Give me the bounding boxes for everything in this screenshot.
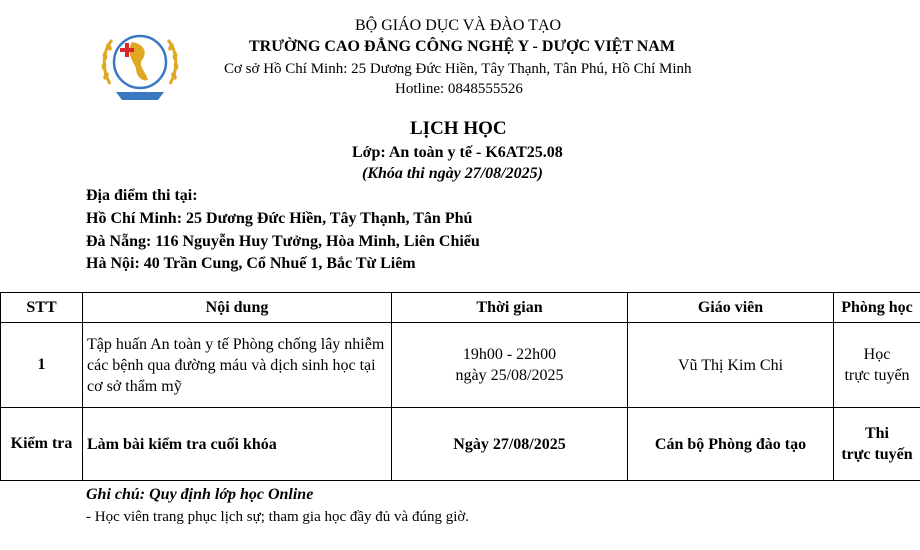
location-danang: Đà Nẵng: 116 Nguyễn Huy Tưởng, Hòa Minh, Liên Chiểu: [86, 233, 480, 250]
row-time: [392, 323, 628, 408]
table-row: [1, 323, 920, 408]
row-room: [834, 323, 920, 408]
row-time: Ngày 27/08/2025: [392, 408, 628, 481]
page-title: LỊCH HỌC: [410, 118, 507, 139]
row-room-line1: Học: [863, 346, 891, 363]
school-logo: [96, 20, 184, 108]
row-stt: Kiểm tra: [1, 408, 83, 481]
header-room: Phòng học: [834, 293, 920, 323]
row-room-line2: trực tuyến: [841, 446, 913, 463]
table-row: [1, 408, 920, 481]
note-title: Ghi chú: Quy định lớp học Online: [86, 486, 314, 503]
school-name: TRƯỜNG CAO ĐẲNG CÔNG NGHỆ Y - DƯỢC VIỆT NAM: [249, 38, 675, 55]
hotline: Hotline: 0848555526: [395, 81, 523, 97]
row-stt: 1: [1, 323, 83, 408]
location-heading: Địa điểm thi tại:: [86, 187, 198, 204]
row-time-date: ngày 25/08/2025: [455, 367, 564, 384]
header-teacher: Giáo viên: [628, 293, 834, 323]
row-time-hours: 19h00 - 22h00: [462, 346, 557, 363]
row-teacher: Cán bộ Phòng đào tạo: [628, 408, 834, 481]
header-time: Thời gian: [392, 293, 628, 323]
header-content: Nội dung: [83, 293, 392, 323]
table-header-row: [1, 293, 920, 323]
location-hanoi: Hà Nội: 40 Trần Cung, Cổ Nhuế 1, Bắc Từ Liêm: [86, 255, 416, 272]
class-name: Lớp: An toàn y tế - K6AT25.08: [352, 144, 563, 161]
row-teacher: Vũ Thị Kim Chi: [628, 323, 834, 408]
schedule-table: [0, 292, 920, 481]
exam-date: (Khóa thi ngày 27/08/2025): [362, 165, 543, 182]
note-item: - Học viên trang phục lịch sự; tham gia học đầy đủ và đúng giờ.: [86, 509, 470, 525]
school-address: Cơ sở Hồ Chí Minh: 25 Dương Đức Hiền, Tây Thạnh, Tân Phú, Hồ Chí Minh: [224, 61, 692, 77]
row-content: Làm bài kiểm tra cuối khóa: [83, 408, 392, 481]
location-hcm: Hồ Chí Minh: 25 Dương Đức Hiền, Tây Thạnh, Tân Phú: [86, 210, 473, 227]
ministry-name: BỘ GIÁO DỤC VÀ ĐÀO TẠO: [355, 17, 562, 34]
row-room: [834, 408, 920, 481]
row-room-line2: trực tuyến: [844, 367, 910, 384]
row-content: Tập huấn An toàn y tế Phòng chống lây nhiễm các bệnh qua đường máu và dịch sinh học tại cơ sở thẩm mỹ: [83, 323, 392, 408]
header-stt: STT: [1, 293, 83, 323]
row-room-line1: Thi: [864, 425, 889, 442]
